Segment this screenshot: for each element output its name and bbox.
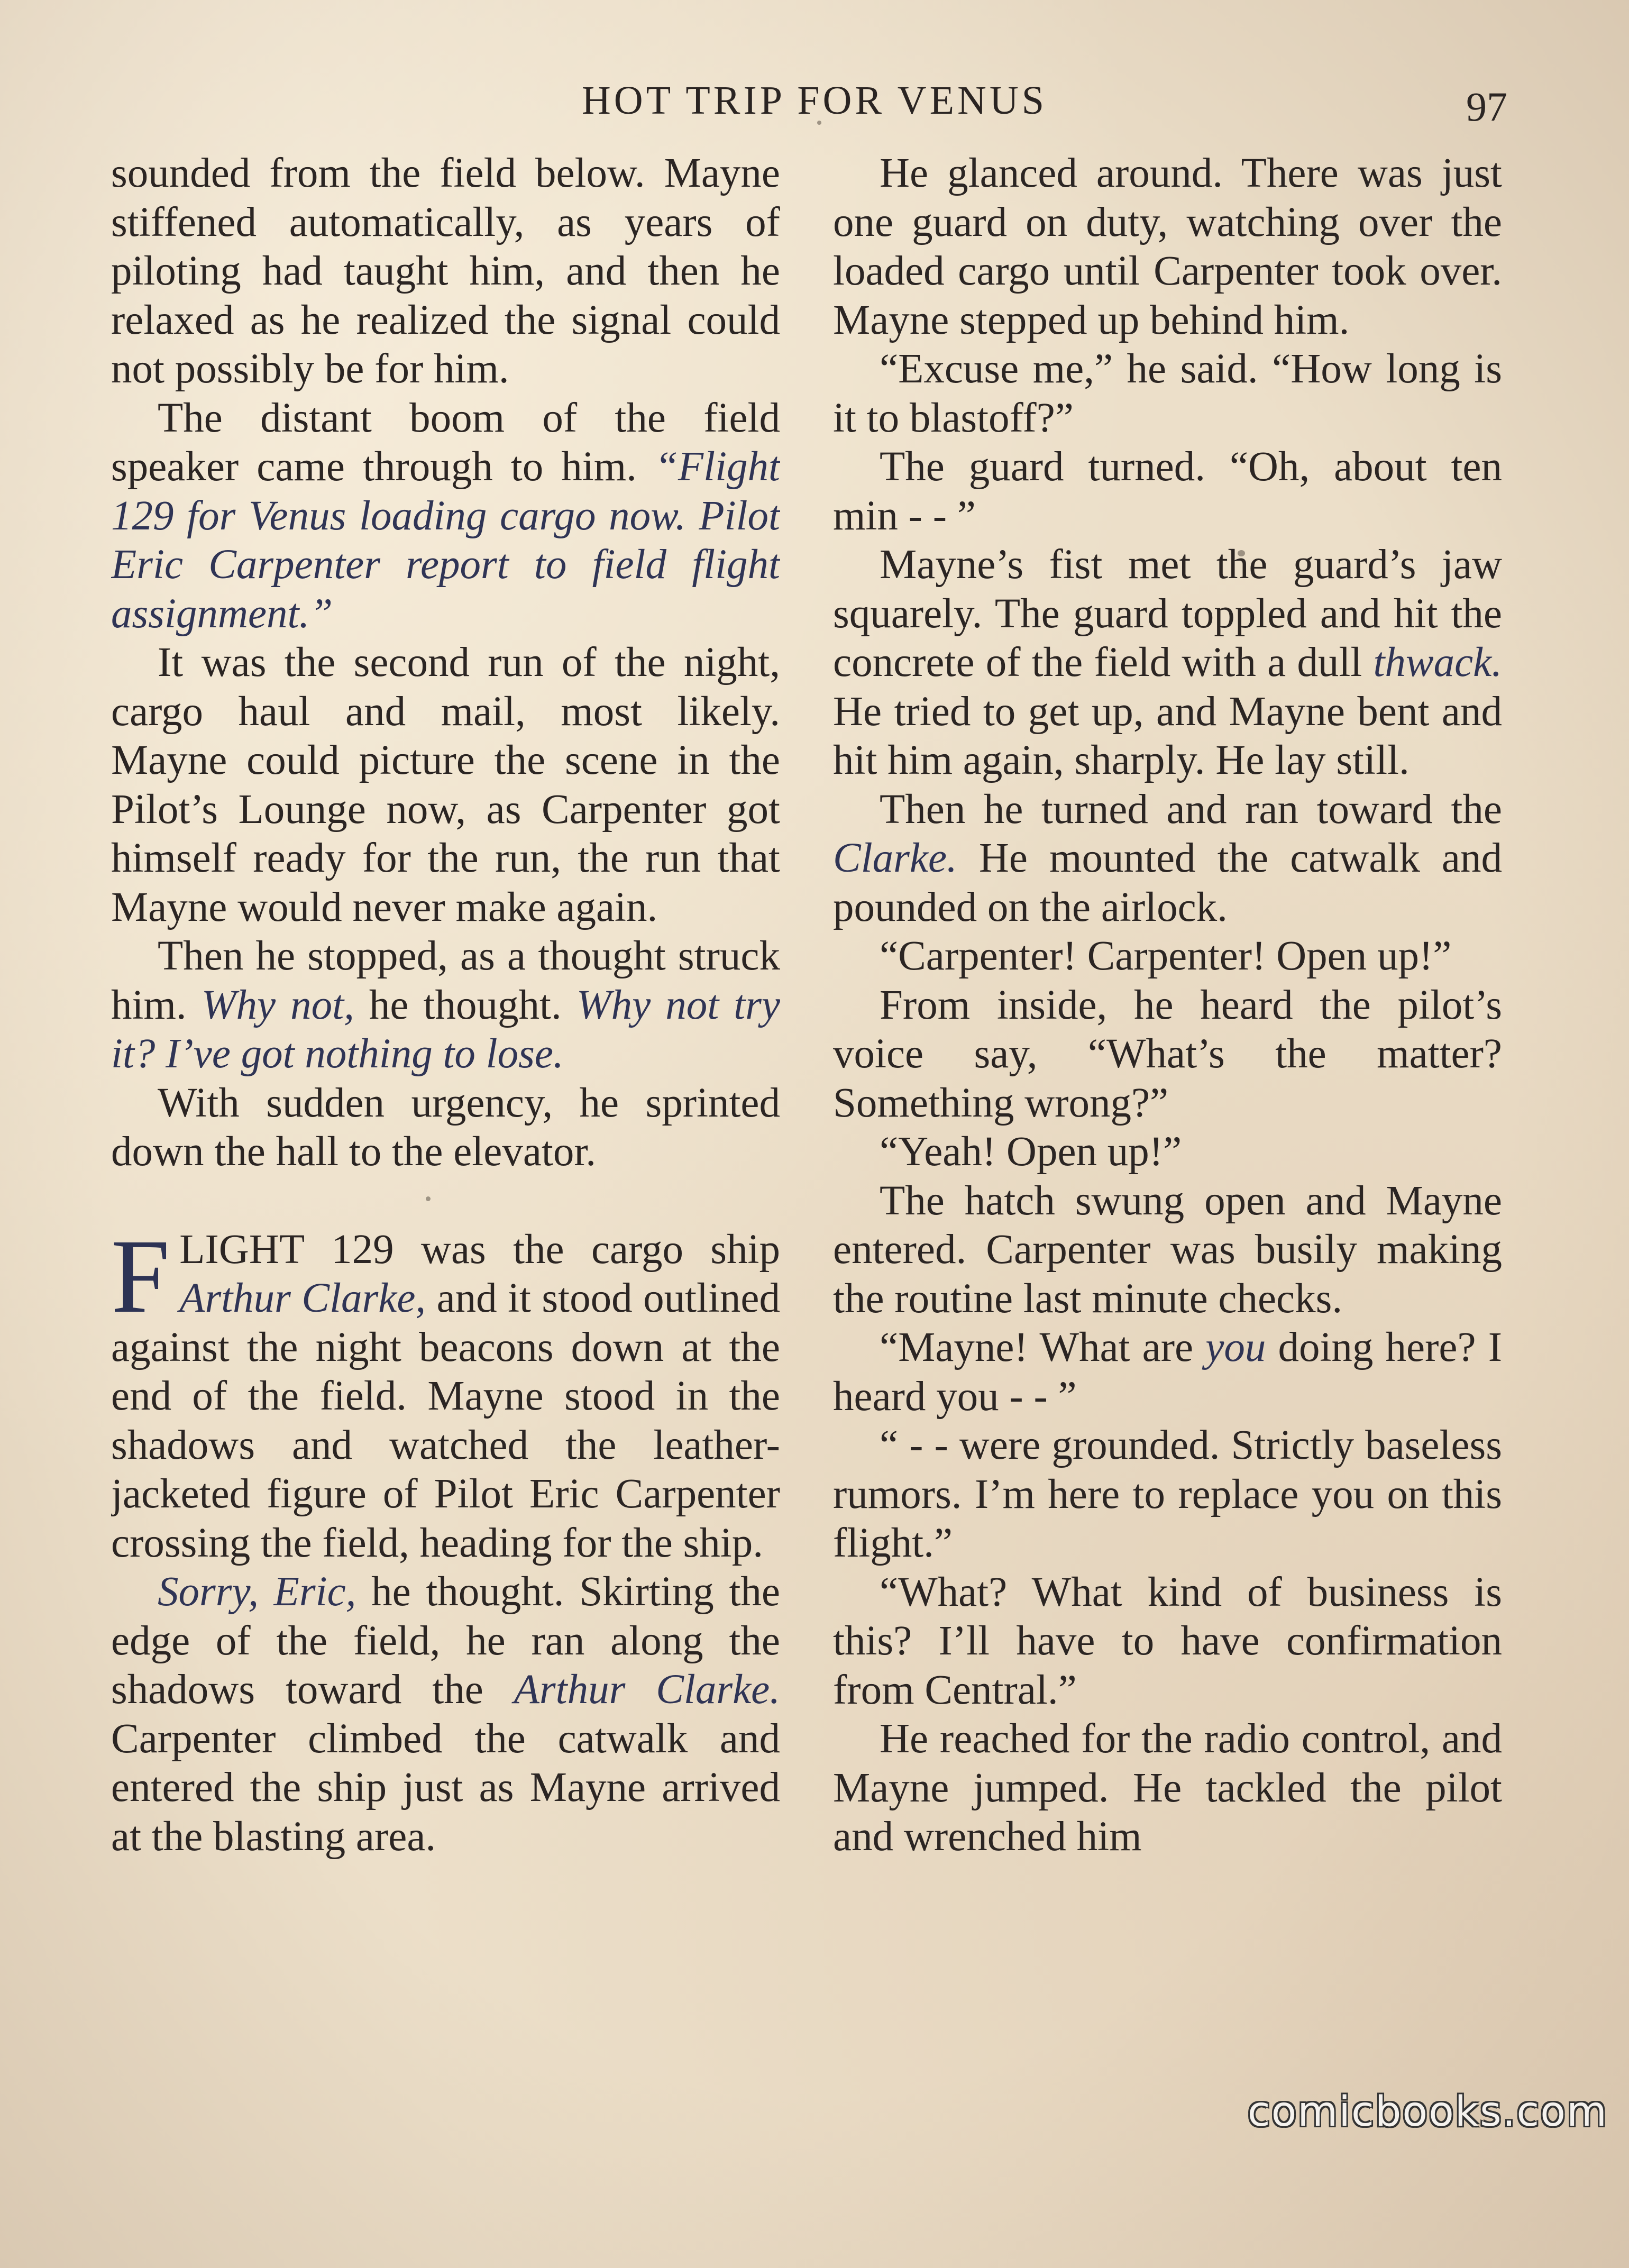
text-run: The hatch swung open and Mayne entered. Carpenter was busily making the routine last minute checks. [833, 1177, 1502, 1322]
paragraph [111, 1568, 780, 1861]
paragraph [111, 638, 780, 932]
paragraph [111, 932, 780, 1079]
text-run: Carpenter climbed the catwalk and entered the ship just as Mayne arrived at the blasting area. [111, 1715, 780, 1860]
italic-text: Arthur Clarke, [179, 1275, 426, 1321]
text-run: LIGHT 129 [179, 1226, 394, 1273]
text-run: He tried to get up, and Mayne bent and hit him again, sharply. He lay still. [833, 688, 1502, 783]
italic-text: thwack. [1373, 639, 1502, 685]
watermark: comicbooks.com [1247, 2088, 1608, 2136]
paragraph [833, 345, 1502, 443]
paragraph [833, 1568, 1502, 1715]
text-run: “Yeah! Open up!” [880, 1129, 1182, 1175]
text-run: The guard turned. “Oh, about ten min - - ” [833, 444, 1502, 539]
italic-text: Clarke. [833, 835, 957, 881]
paragraph [833, 785, 1502, 932]
text-run: Then he turned and ran toward the [880, 786, 1502, 833]
text-run: The distant boom of the field speaker came through to him. [111, 395, 780, 490]
paragraph [833, 541, 1502, 785]
italic-text: Sorry, Eric, [158, 1569, 356, 1615]
paragraph [111, 394, 780, 639]
paragraph [833, 932, 1502, 981]
text-run: he thought. Skirting the edge of the field, he ran along the shadows toward the [111, 1569, 780, 1713]
text-column-right [833, 149, 1502, 2096]
text-run: It was the second run of the night, cargo haul and mail, most likely. Mayne could picture the scene in the Pilot’s Lounge now, as Carpenter got himself ready for the run, the run that Mayne would never make again. [111, 639, 780, 930]
italic-text: Arthur Clarke. [514, 1667, 780, 1713]
paper-speck [426, 1196, 431, 1201]
text-column-left [111, 149, 780, 2096]
text-run: From inside, he heard the pilot’s voice say, “What’s the matter? Something wrong?” [833, 982, 1502, 1126]
paragraph [833, 1421, 1502, 1568]
paragraph [833, 149, 1502, 345]
text-run: “What? What kind of business is this? I’ll have to have confirmation from Central.” [833, 1569, 1502, 1713]
italic-text: Why not, [201, 982, 354, 1028]
text-run: sounded from the field below. Mayne stiffened automatically, as years of piloting had taught him, and then he relaxed as he realized the signal could not possibly be for him. [111, 150, 780, 392]
running-head: HOT TRIP FOR VENUS [581, 78, 1048, 123]
paragraph [111, 1079, 780, 1177]
text-run: He reached for the radio control, and Mayne jumped. He tackled the pilot and wrenched him [833, 1716, 1502, 1860]
paragraph [111, 149, 780, 394]
text-run: He glanced around. There was just one guard on duty, watching over the loaded cargo until Carpenter took over. Mayne stepped up behind him. [833, 150, 1502, 343]
paragraph [833, 1128, 1502, 1177]
text-run: “Mayne! What are [880, 1324, 1206, 1370]
text-run: he thought. [354, 982, 576, 1028]
page-number: 97 [1466, 84, 1507, 130]
text-run: doing here? I heard you - - ” [833, 1324, 1502, 1420]
italic-text: “Flight 129 for Venus loading cargo now. Pilot Eric Carpenter report to field flight assignment.” [111, 444, 780, 637]
paragraph [833, 1177, 1502, 1324]
paragraph [833, 981, 1502, 1128]
text-run: Then he stopped, as a thought struck him. [111, 933, 780, 1028]
paper-speck [1238, 550, 1245, 556]
text-run: “ - - were grounded. Strictly baseless rumors. I’m here to replace you on this flight.” [833, 1422, 1502, 1566]
paper-speck [817, 121, 821, 125]
italic-text: you [1205, 1324, 1266, 1370]
paragraph [833, 1715, 1502, 1862]
text-run: He mounted the catwalk and pounded on the airlock. [833, 835, 1502, 930]
text-run: Mayne’s fist met the guard’s jaw squarely. The guard toppled and hit the concrete of the field with a dull [833, 542, 1502, 685]
text-run: “Carpenter! Carpenter! Open up!” [880, 933, 1452, 979]
text-run: “Excuse me,” he said. “How long is it to blastoff?” [833, 346, 1502, 441]
paragraph [833, 1323, 1502, 1421]
paragraph [111, 1218, 780, 1568]
text-run: With sudden urgency, he sprinted down the hall to the elevator. [111, 1080, 780, 1175]
italic-text: Why not try it? I’ve got nothing to lose. [111, 982, 780, 1077]
text-run: and it stood outlined against the night beacons down at the end of the field. Mayne stood in the shadows and watched the leather-jacketed figure of Pilot Eric Carpenter crossing the field, heading for the ship. [111, 1275, 780, 1566]
paragraph [833, 443, 1502, 541]
text-run: was the cargo ship [393, 1226, 780, 1273]
drop-cap: F [111, 1218, 170, 1335]
